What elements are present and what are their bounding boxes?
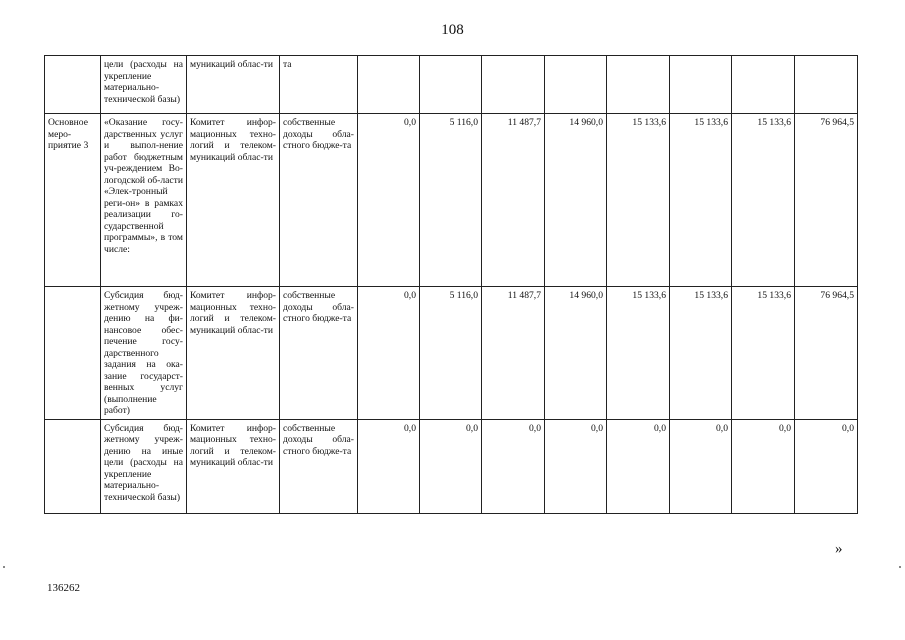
value-cell: 15 133,6 bbox=[732, 114, 795, 287]
closing-quote: » bbox=[835, 541, 843, 557]
funding-source-cell: та bbox=[280, 56, 358, 114]
executor-cell: Комитет инфор-мационных техно-логий и телеком-муникаций облас-ти bbox=[187, 114, 280, 287]
value-cell: 11 487,7 bbox=[482, 287, 545, 420]
table-row bbox=[45, 287, 858, 420]
value-cell bbox=[670, 56, 732, 114]
value-cell: 15 133,6 bbox=[732, 287, 795, 420]
value-cell: 0,0 bbox=[607, 419, 670, 513]
value-cell bbox=[420, 56, 482, 114]
value-cell bbox=[545, 56, 607, 114]
value-cell: 15 133,6 bbox=[670, 287, 732, 420]
value-cell: 0,0 bbox=[732, 419, 795, 513]
value-cell: 15 133,6 bbox=[607, 114, 670, 287]
activity-cell: Основное меро-приятие 3 bbox=[45, 114, 101, 287]
scan-speck-right bbox=[899, 566, 901, 568]
value-cell: 0,0 bbox=[482, 419, 545, 513]
value-cell: 76 964,5 bbox=[795, 287, 858, 420]
description-cell: Субсидия бюд-жетному учреж-дению на фи-нансовое обес-печение госу-дарственного задания на ока-зание государст-венных услуг (выполнение работ) bbox=[101, 287, 187, 420]
footer-code: 136262 bbox=[47, 582, 80, 594]
executor-cell: Комитет инфор-мационных техно-логий и телеком-муникаций облас-ти bbox=[187, 419, 280, 513]
value-cell bbox=[358, 56, 420, 114]
value-cell: 14 960,0 bbox=[545, 114, 607, 287]
value-cell: 0,0 bbox=[795, 419, 858, 513]
activity-cell bbox=[45, 56, 101, 114]
table-row bbox=[45, 419, 858, 513]
value-cell: 15 133,6 bbox=[607, 287, 670, 420]
activity-cell bbox=[45, 287, 101, 420]
scan-speck-left bbox=[3, 566, 5, 568]
activity-cell bbox=[45, 419, 101, 513]
value-cell: 0,0 bbox=[420, 419, 482, 513]
budget-table bbox=[44, 55, 858, 514]
value-cell: 11 487,7 bbox=[482, 114, 545, 287]
value-cell: 0,0 bbox=[358, 287, 420, 420]
funding-source-cell: собственные доходы обла-стного бюдже-та bbox=[280, 419, 358, 513]
value-cell: 76 964,5 bbox=[795, 114, 858, 287]
value-cell: 14 960,0 bbox=[545, 287, 607, 420]
description-cell: цели (расходы на укрепление материально-технической базы) bbox=[101, 56, 187, 114]
value-cell bbox=[732, 56, 795, 114]
value-cell bbox=[795, 56, 858, 114]
executor-cell: муникаций облас-ти bbox=[187, 56, 280, 114]
value-cell: 0,0 bbox=[358, 114, 420, 287]
value-cell bbox=[482, 56, 545, 114]
table-row bbox=[45, 114, 858, 287]
value-cell: 0,0 bbox=[545, 419, 607, 513]
executor-cell: Комитет инфор-мационных техно-логий и телеком-муникаций облас-ти bbox=[187, 287, 280, 420]
funding-source-cell: собственные доходы обла-стного бюдже-та bbox=[280, 114, 358, 287]
value-cell: 15 133,6 bbox=[670, 114, 732, 287]
value-cell: 0,0 bbox=[670, 419, 732, 513]
value-cell: 0,0 bbox=[358, 419, 420, 513]
table-row bbox=[45, 56, 858, 114]
description-cell: Субсидия бюд-жетному учреж-дению на иные цели (расходы на укрепление материально-технической базы) bbox=[101, 419, 187, 513]
value-cell: 5 116,0 bbox=[420, 114, 482, 287]
page-number: 108 bbox=[441, 22, 464, 38]
value-cell bbox=[607, 56, 670, 114]
value-cell: 5 116,0 bbox=[420, 287, 482, 420]
funding-source-cell: собственные доходы обла-стного бюдже-та bbox=[280, 287, 358, 420]
description-cell: «Оказание госу-дарственных услуг и выпол-нение работ бюджетным уч-реждением Во-логодской об-ласти «Элек-тронный реги-он» в рамках реализации го-сударственной программы», в том числе: bbox=[101, 114, 187, 287]
